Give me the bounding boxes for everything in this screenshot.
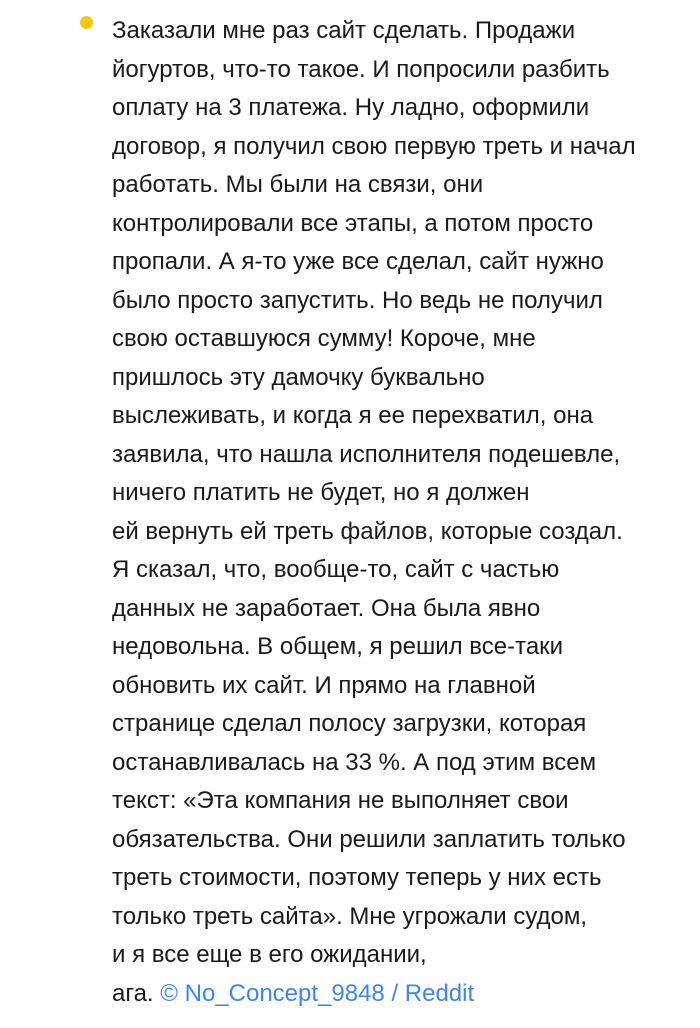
story-line: треть стоимости, поэтому теперь у них есть bbox=[112, 864, 602, 891]
story-line: ничего платить не будет, но я должен bbox=[112, 479, 530, 506]
story-line: свою оставшуюся сумму! Короче, мне bbox=[112, 325, 536, 352]
bullet-dot-icon bbox=[80, 16, 93, 29]
story-line: данных не заработает. Она была явно bbox=[112, 594, 541, 622]
story-line: было просто запустить. Но ведь не получил bbox=[112, 286, 603, 314]
story-line: обновить их сайт. И прямо на главной bbox=[112, 671, 536, 699]
story-line: Заказали мне раз сайт сделать. Продажи bbox=[112, 17, 576, 44]
story-line: и я все еще в его ожидании, bbox=[112, 941, 427, 968]
story-line: обязательства. Они решили заплатить только bbox=[112, 825, 626, 853]
story-line: странице сделал полосу загрузки, которая bbox=[112, 710, 587, 737]
story-line: выслеживать, и когда я ее перехватил, она bbox=[112, 402, 594, 429]
source-credit-link[interactable]: © No_Concept_9848 / Reddit bbox=[160, 979, 475, 1007]
story-line: недовольна. В общем, я решил все-таки bbox=[112, 633, 564, 660]
story-line: текст: «Эта компания не выполняет свои bbox=[112, 787, 569, 814]
story-line: йогуртов, что-то такое. И попросили разбить bbox=[112, 55, 610, 83]
story-line: контролировали все этапы, а потом просто bbox=[112, 209, 594, 237]
story-line: ей вернуть ей треть файлов, которые создал. bbox=[112, 517, 623, 545]
story-line: останавливалась на 33 %. А под этим всем bbox=[112, 748, 597, 776]
story-line: Я сказал, что, вообще-то, сайт с частью bbox=[112, 556, 560, 583]
story-last-line-text: ага. bbox=[112, 979, 154, 1007]
story-line: оплату на 3 платежа. Ну ладно, оформили bbox=[112, 94, 590, 121]
story-line: пришлось эту дамочку буквально bbox=[112, 363, 485, 391]
story-last-line bbox=[112, 975, 474, 1014]
story-line: договор, я получил свою первую треть и начал bbox=[112, 132, 636, 160]
story-line: заявила, что нашла исполнителя подешевле, bbox=[112, 440, 621, 468]
story-line: пропали. А я-то уже все сделал, сайт нужно bbox=[112, 248, 604, 275]
story-line: работать. Мы были на связи, они bbox=[112, 171, 484, 198]
story-line: только треть сайта». Мне угрожали судом, bbox=[112, 902, 588, 930]
